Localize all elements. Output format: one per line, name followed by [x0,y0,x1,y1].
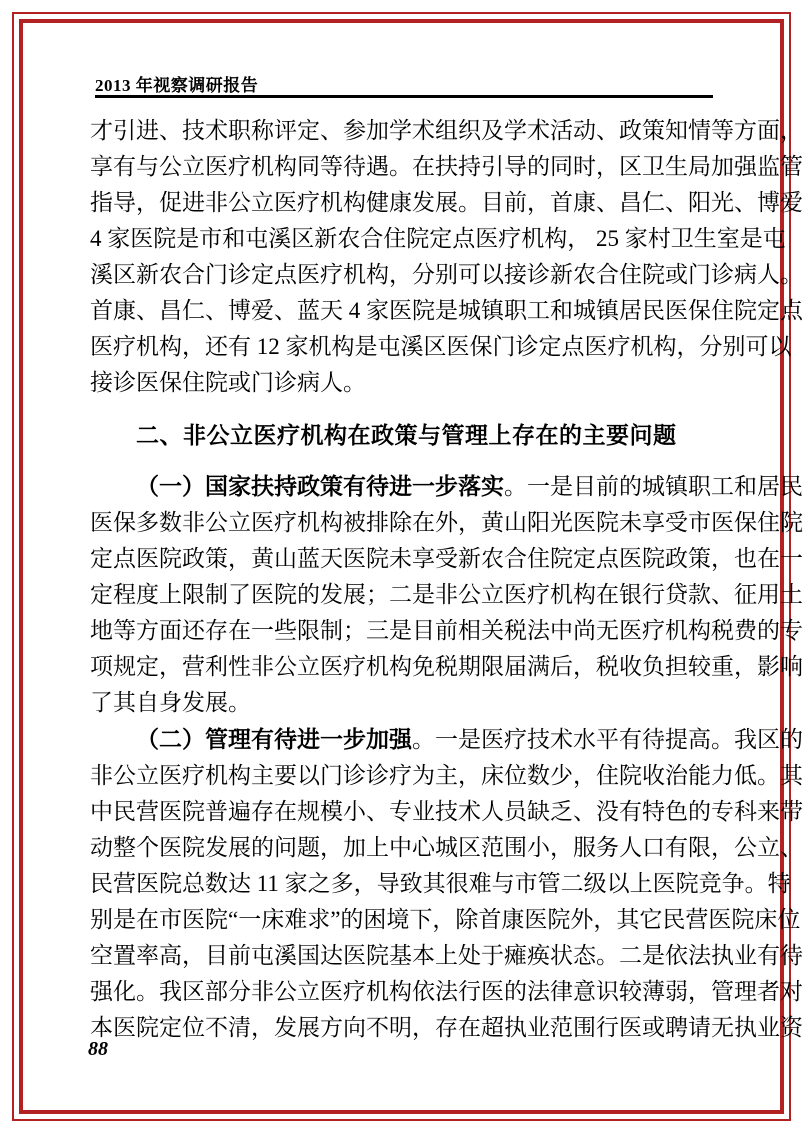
items-paragraphs [90,468,803,1046]
header-rule [95,95,713,98]
item2-lead-rest: 。一是医疗技术水平有待提高。我区的 [412,727,803,752]
body-line: 医保多数非公立医疗机构被排除在外，黄山阳光医院未享受市医保住院 [90,510,803,535]
body-line: 项规定，营利性非公立医疗机构免税期限届满后，税收负担较重，影响 [90,654,803,679]
body-line: 了其自身发展。 [90,690,251,715]
body-line: 医疗机构，还有 12 家机构是屯溪区医保门诊定点医疗机构，分别可以 [90,334,792,359]
body-line: 地等方面还存在一些限制；三是目前相关税法中尚无医疗机构税费的专 [90,618,803,643]
body-line: 4 家医院是市和屯溪区新农合住院定点医疗机构， 25 家村卫生室是屯 [90,226,786,251]
item2-lead-line [90,721,803,758]
body-line: 指导，促进非公立医疗机构健康发展。目前，首康、昌仁、阳光、博爱 [90,190,803,215]
intro-paragraph [90,113,803,401]
body-line: 非公立医疗机构主要以门诊诊疗为主，床位数少，住院收治能力低。其 [90,763,803,788]
body-line: 本医院定位不清，发展方向不明，存在超执业范围行医或聘请无执业资 [90,1015,803,1040]
body-line: 享有与公立医疗机构同等待遇。在扶持引导的同时，区卫生局加强监管 [90,154,803,179]
body-line: 溪区新农合门诊定点医疗机构，分别可以接诊新农合住院或门诊病人。 [90,262,803,287]
item1-lead-line [90,468,803,505]
item2-lead-bold: （二）管理有待进一步加强 [136,726,412,752]
page-header-title: 2013 年视察调研报告 [95,76,259,95]
item1-lead-bold: （一）国家扶持政策有待进一步落实 [136,473,504,499]
body-line: 动整个医院发展的问题，加上中心城区范围小，服务人口有限，公立、 [90,835,803,860]
item1-lead-rest: 。一是目前的城镇职工和居民 [504,474,803,499]
body-line: 才引进、技术职称评定、参加学术组织及学术活动、政策知情等方面， [90,118,803,143]
body-line: 强化。我区部分非公立医疗机构依法行医的法律意识较薄弱，管理者对 [90,979,803,1004]
body-line: 定程度上限制了医院的发展；二是非公立医疗机构在银行贷款、征用土 [90,582,803,607]
body-line: 首康、昌仁、博爱、蓝天 4 家医院是城镇职工和城镇居民医保住院定点 [90,298,803,323]
body-line: 定点医院政策，黄山蓝天医院未享受新农合住院定点医院政策，也在一 [90,546,803,571]
page-number: 88 [88,1038,108,1060]
body-line: 别是在市医院“一床难求”的困境下，除首康医院外，其它民营医院床位 [90,907,801,932]
section-heading: 二、非公立医疗机构在政策与管理上存在的主要问题 [136,422,677,448]
body-line: 接诊医保住院或门诊病人。 [90,370,366,395]
body-line: 空置率高，目前屯溪国达医院基本上处于瘫痪状态。二是依法执业有待 [90,943,803,968]
body-line: 中民营医院普遍存在规模小、专业技术人员缺乏、没有特色的专科来带 [90,799,803,824]
body-line: 民营医院总数达 11 家之多，导致其很难与市管二级以上医院竞争。特 [90,871,791,896]
